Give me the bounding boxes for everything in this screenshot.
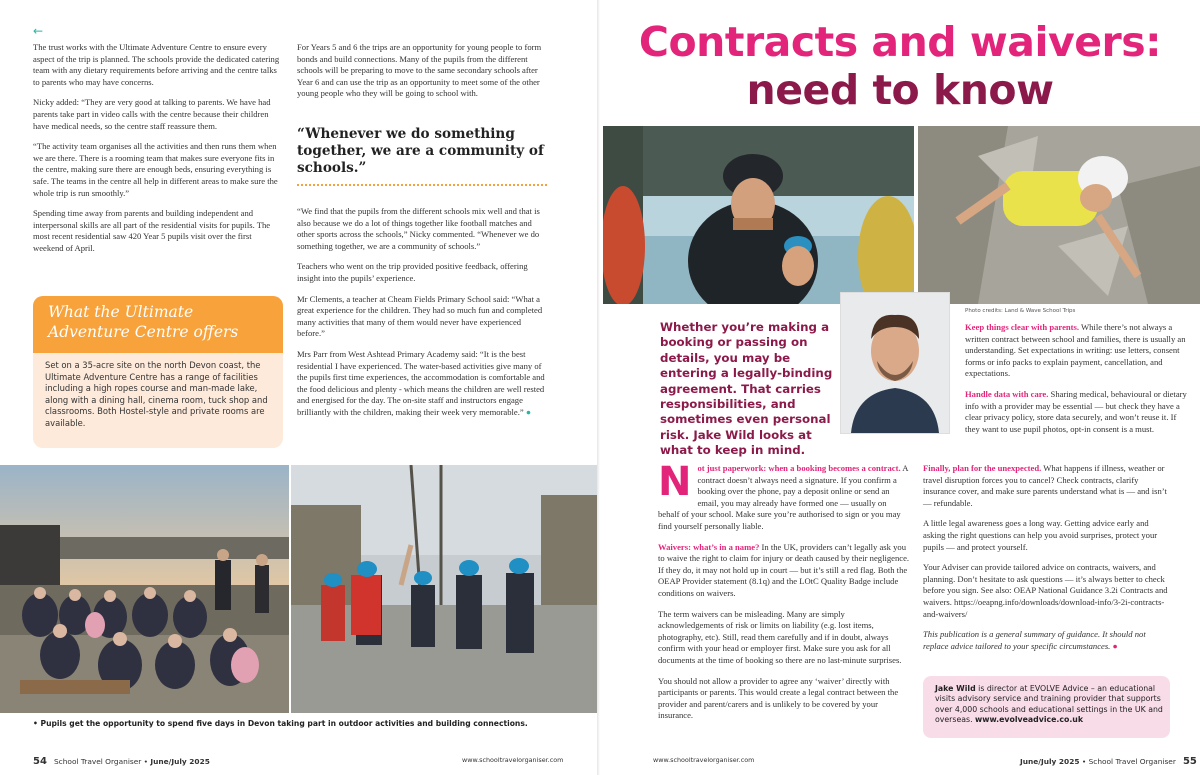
end-bullet-icon: ● (525, 406, 532, 417)
subhead: Keep things clear with parents. (965, 322, 1080, 332)
paragraph: Mr Clements, a teacher at Cheam Fields Primary School said: “What a great experience for the children. They had so much fun and completed many activities that many of them would never have experienced before.” (297, 293, 543, 339)
standfirst: Whether you’re making a booking or passing on details, you may be entering a legally-binding agreement. That carries responsibilities, and sometimes even personal risk. Jake Wild looks at what to keep in mind. (660, 320, 833, 458)
info-box (33, 296, 283, 448)
campfire-photo (0, 465, 289, 713)
paragraph-text: What happens if illness, weather or travel disruption forces you to cancel? Check contracts, clarify insurance cover, and make sure parents understand what is — and isn’t — refundable. (923, 463, 1167, 508)
paragraph (658, 459, 910, 533)
ropes-course-photo (291, 465, 600, 713)
back-arrow-icon[interactable]: ← (33, 24, 44, 38)
footer-publication: • School Travel Organiser (1081, 757, 1176, 766)
paragraph-text: Mrs Parr from West Ashtead Primary Academy said: “It is the best residential I have experienced. The water-based activities give many of the pupils first time experiences, the accommodation is comfortable and the food delicious and plenty - which means the children are well rested and energised for the day. The on-site staff and instructors engage brilliantly with the children, making their week very memorable.” (297, 348, 545, 417)
paragraph: “The activity team organises all the activities and then runs them when we are there. There is a rooming team that makes sure everyone fits in the centre, making sure there are enough beds, ensuring everything is safe. The teams in the centre all help in different areas to make sure the whole trip is run smoothly.” (33, 141, 278, 198)
left-column-1 (33, 42, 281, 264)
subhead: Handle data with care. (965, 388, 1049, 399)
paragraph: For Years 5 and 6 the trips are an opportunity for young people to form bonds and build connections. Many of the pupils from the different schools will be preparing to move to the same secondary schools after Year 6 and can use the trip as an opportunity to meet some of the other young people who they will be going to school with. (297, 42, 542, 99)
kayaking-photo (603, 126, 914, 304)
paragraph-text: A contract doesn’t always need a signature. If you confirm a booking over the phone, pay a deposit online or send an email, you may already have formed one — usually on behalf of your school. Make sure you’re authorised to sign or you may find yourself personally liable. (658, 463, 909, 531)
paragraph (923, 463, 1173, 509)
page-footer-left (33, 756, 210, 767)
left-column-2-top (297, 42, 547, 109)
pull-quote: “Whenever we do something together, we are a community of schools.” (297, 126, 544, 176)
subhead: Waivers: what’s in a name? (658, 541, 760, 552)
paragraph (965, 322, 1191, 380)
disclaimer (923, 629, 1173, 652)
paragraph (297, 349, 547, 419)
paragraph: Teachers who went on the trip provided positive feedback, offering insight into the pupils’ experience. (297, 261, 528, 283)
paragraph-text: While there’s not always a written contract between school and families, there is usually an understanding. Set expectations in writing: use letters, consent forms or info packs to explain payment, cancellation, and expectations. (965, 322, 1186, 379)
headline-line-2: need to know (746, 66, 1054, 114)
bio-link[interactable]: www.evolveadvice.co.uk (975, 715, 1084, 725)
drop-cap: N (658, 459, 692, 505)
info-box-title: What the Ultimate Adventure Centre offers (48, 303, 239, 341)
page-footer-right (1020, 756, 1197, 767)
climbing-photo (918, 126, 1200, 304)
author-name: Jake Wild (935, 684, 976, 693)
subhead: ot just paperwork: when a booking becomes a contract. (697, 463, 901, 473)
paragraph (965, 389, 1191, 435)
paragraph-text: Sharing medical, behavioural or dietary info with a provider may be essential — but check they have a clear privacy policy, store data securely, and won’t reuse it. If they want to use pupil photos, opt-in consent is a must. (965, 388, 1187, 434)
photo-caption: • Pupils get the opportunity to spend five days in Devon taking part in outdoor activities and building connections. (33, 719, 528, 728)
info-box-header (33, 296, 283, 353)
author-bio (935, 684, 1163, 726)
info-box-body: Set on a 35-acre site on the north Devon coast, the Ultimate Adventure Centre has a range of facilities including a high ropes course and man-made lake, along with a dining hall, cinema room, tuck shop and classrooms. Both Hostel-style and private rooms are available. (45, 360, 268, 428)
end-bullet-icon: ● (1112, 640, 1118, 651)
paragraph: You should not allow a provider to agree any ‘waiver’ directly with participants or parents. This would create a legal contract between the provider and parent/carers and is unlikely to be covered by your insurance. (658, 675, 899, 721)
paragraph: A little legal awareness goes a long way. Getting advice early and asking the right questions can help you avoid surprises, protect your pupils — and protect yourself. (923, 518, 1158, 552)
footer-issue: June/July 2025 (150, 757, 210, 766)
footer-publication: School Travel Organiser • (53, 757, 149, 766)
footer-url[interactable]: www.schooltravelorganiser.com (653, 756, 755, 764)
paragraph: The term waivers can be misleading. Many are simply acknowledgements of risk or limits on liability (e.g. lost items, photography, etc). Still, read them carefully and if in doubt, always confirm with your head or employer first. Make sure you ask for all documents at the time of booking so there are no last-minute surprises. (658, 608, 902, 665)
footer-url[interactable]: www.schooltravelorganiser.com (462, 756, 564, 764)
paragraph: Your Adviser can provide tailored advice on contracts, waivers, and planning. Don’t hesitate to ask questions — it’s always better to check before you sign. See also: OEAP National Guidance 3.2i Contracts and waivers. https://oeapng.info/downloads/download-info/3-2i-contracts-and-waivers/ (923, 562, 1168, 619)
paragraph: Nicky added: “They are very good at talking to parents. We have had parents take part in video calls with the centre because their children have medical needs, so the centre staff reassure them. (33, 97, 271, 131)
right-column-a (658, 459, 910, 731)
right-column-b (923, 463, 1173, 661)
paragraph: “We find that the pupils from the different schools mix well and that is also because we do a lot of things together like football matches and other sports across the schools,” Nicky commented. “Whenever we do something together, we are a community of schools.” (297, 206, 540, 251)
left-column-2 (297, 206, 547, 428)
right-page (600, 0, 1200, 775)
author-bio-box (923, 676, 1170, 738)
disclaimer-text: This publication is a general summary of guidance. It should not replace advice tailored to your specific circumstances. (923, 629, 1146, 651)
photo-credit: Photo credits: Land & Wave School Trips (965, 308, 1076, 314)
footer-issue: June/July 2025 (1020, 757, 1080, 766)
paragraph: The trust works with the Ultimate Adventure Centre to ensure every aspect of the trip is planned. The schools provide the dedicated catering team with any dietary requirements before arriving and the centre talks to parents who may have concerns. (33, 42, 280, 87)
author-headshot (840, 292, 950, 434)
dotted-divider (297, 184, 547, 186)
subhead: Finally, plan for the unexpected. (923, 463, 1042, 473)
paragraph: Spending time away from parents and building independent and interpersonal skills are all part of the residential visits for pupils. The most recent residential saw 420 Year 5 pupils visit over the first weekend of April. (33, 208, 271, 253)
paragraph (658, 542, 910, 600)
page-number: 55 (1182, 756, 1197, 767)
right-column-top (965, 322, 1191, 444)
headline-line-1: Contracts and waivers: (638, 18, 1162, 66)
bio-text: is director at EVOLVE Advice – an educational visits advisory service and training provider that supports over 4,000 schools and educational settings in the UK and overseas. (935, 684, 1163, 725)
page-number: 54 (33, 756, 47, 767)
paragraph-text: In the UK, providers can’t legally ask you to waive the right to claim for injury or death caused by their negligence. If they do, it may not hold up in court — but it’s still a red flag. Both the OEAP Provider statement (8.1q) and the LOtC Quality Badge include conditions on waivers. (658, 541, 910, 598)
